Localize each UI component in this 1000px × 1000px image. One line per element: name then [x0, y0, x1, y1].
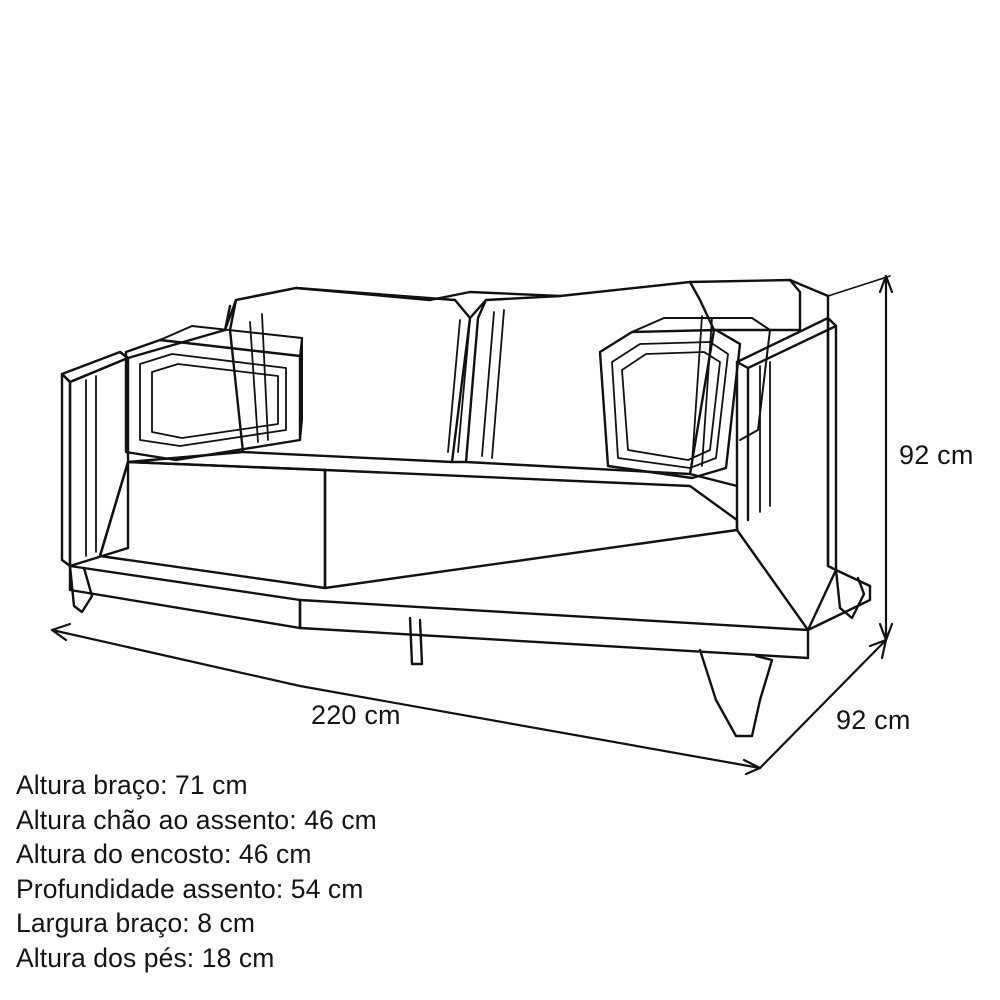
spec-arm-height: Altura braço: 71 cm	[16, 770, 248, 800]
depth-dimension-label: 92 cm	[836, 705, 911, 735]
dimension-lines	[52, 276, 892, 774]
specification-list	[16, 768, 656, 975]
sofa-frame	[62, 280, 870, 658]
height-dimension-label: 92 cm	[899, 440, 974, 470]
spec-floor-to-seat-height: Altura chão ao assento: 46 cm	[16, 804, 377, 835]
sofa-legs	[70, 566, 864, 736]
spec-feet-height: Altura dos pés: 18 cm	[16, 942, 275, 973]
height-extension-top	[828, 276, 890, 296]
spec-backrest-height: Altura do encosto: 46 cm	[16, 839, 312, 869]
spec-seat-depth: Profundidade assento: 54 cm	[16, 873, 364, 904]
width-dimension-line	[52, 630, 760, 768]
depth-dimension-line	[760, 640, 886, 768]
spec-arm-width: Largura braço: 8 cm	[16, 908, 256, 938]
width-dimension-label: 220 cm	[311, 700, 401, 730]
